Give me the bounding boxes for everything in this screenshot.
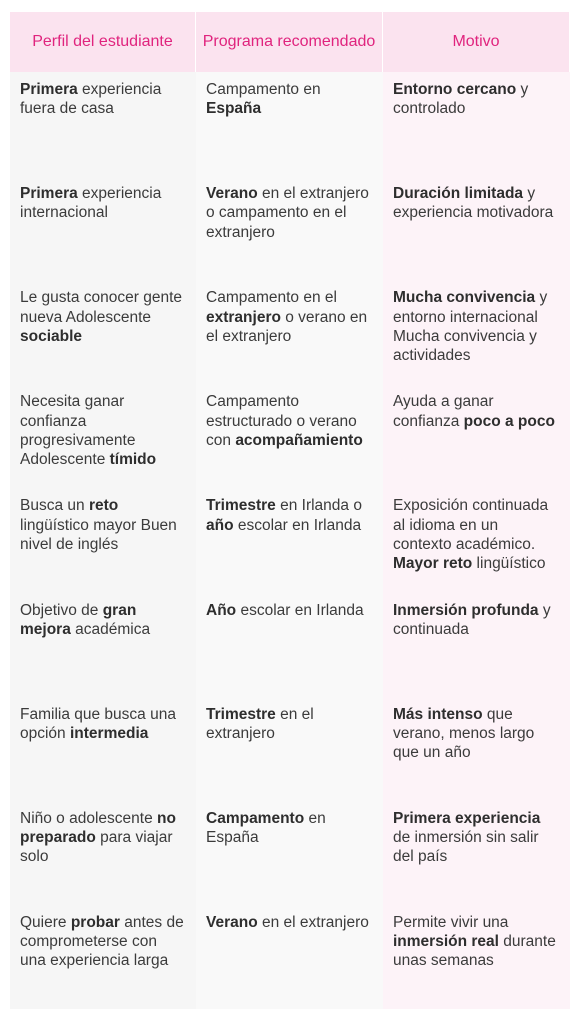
bold-text: acompañamiento bbox=[235, 431, 363, 449]
bold-text: Verano bbox=[206, 185, 258, 203]
text: Familia que busca una opción bbox=[20, 705, 176, 742]
text: experiencia internacional bbox=[20, 185, 162, 222]
text: Campamento en bbox=[206, 81, 321, 98]
bold-text: Campamento bbox=[206, 809, 305, 827]
text: Busca un bbox=[20, 497, 89, 515]
text: experiencia fuera de casa bbox=[20, 81, 162, 118]
text: y entorno internacional Mucha convivencia y actividades bbox=[393, 289, 548, 365]
cell-profile bbox=[10, 593, 196, 697]
bold-text: año bbox=[206, 516, 234, 534]
bold-text: Trimestre bbox=[206, 705, 276, 723]
text: lingüístico bbox=[472, 555, 546, 573]
text: escolar en Irlanda bbox=[236, 601, 364, 619]
text: Campamento en el bbox=[206, 289, 337, 307]
bold-text: tímido bbox=[109, 451, 157, 469]
bold-text: gran mejora bbox=[20, 601, 137, 638]
bold-text: Año bbox=[206, 601, 237, 619]
text: escolar en Irlanda bbox=[233, 516, 362, 534]
cell-profile bbox=[10, 697, 196, 801]
cell-program bbox=[196, 384, 383, 488]
text: en España bbox=[206, 809, 326, 847]
cell-reason bbox=[383, 384, 570, 488]
text: o verano en el extranjero bbox=[206, 308, 368, 345]
cell-reason bbox=[383, 593, 570, 697]
header-reason: Motivo bbox=[383, 12, 570, 72]
text: de inmersión sin salir del país bbox=[393, 829, 539, 866]
program-recommendation-table bbox=[10, 12, 570, 1009]
cell-program bbox=[196, 488, 383, 592]
bold-text: inmersión real bbox=[393, 933, 499, 951]
cell-reason bbox=[383, 905, 570, 1009]
text: durante unas semanas bbox=[393, 933, 556, 970]
cell-program bbox=[196, 905, 383, 1009]
header-profile: Perfil del estudiante bbox=[10, 12, 196, 72]
cell-reason bbox=[383, 488, 570, 592]
text: en Irlanda o bbox=[275, 497, 362, 515]
cell-reason bbox=[383, 697, 570, 801]
cell-profile bbox=[10, 384, 196, 488]
cell-program bbox=[196, 72, 383, 176]
cell-program bbox=[196, 697, 383, 801]
text: y controlado bbox=[393, 81, 529, 118]
bold-text: Inmersión profunda bbox=[393, 601, 539, 619]
text: Le gusta conocer gente nueva Adolescente bbox=[20, 289, 183, 326]
cell-profile bbox=[10, 488, 196, 592]
bold-text: España bbox=[206, 100, 262, 118]
text: Objetivo de bbox=[20, 601, 103, 619]
text: y continuada bbox=[393, 601, 551, 638]
cell-profile bbox=[10, 280, 196, 384]
cell-reason bbox=[383, 72, 570, 176]
bold-text: sociable bbox=[20, 327, 83, 345]
text: académica bbox=[70, 620, 151, 638]
text: Quiere bbox=[20, 913, 71, 931]
cell-profile bbox=[10, 905, 196, 1009]
bold-text: probar bbox=[70, 913, 120, 931]
cell-program bbox=[196, 176, 383, 280]
bold-text: extranjero bbox=[206, 308, 281, 326]
text: Niño o adolescente bbox=[20, 809, 158, 827]
cell-profile bbox=[10, 176, 196, 280]
cell-reason bbox=[383, 801, 570, 905]
bold-text: Primera bbox=[20, 81, 78, 98]
cell-reason bbox=[383, 176, 570, 280]
bold-text: poco a poco bbox=[463, 412, 555, 430]
text: en el extranjero o campamento en el extranjero bbox=[206, 185, 369, 241]
text: Exposición continuada al idioma en un contexto académico. bbox=[393, 497, 549, 554]
cell-program bbox=[196, 801, 383, 905]
text: en el extranjero bbox=[257, 913, 369, 931]
bold-text: Más intenso bbox=[393, 705, 483, 723]
cell-profile bbox=[10, 72, 196, 176]
bold-text: Mucha convivencia bbox=[393, 289, 536, 307]
header-program: Programa recomendado bbox=[196, 12, 383, 72]
text: Permite vivir una bbox=[393, 913, 509, 931]
text: y experiencia motivadora bbox=[393, 185, 554, 222]
text: lingüístico mayor Buen nivel de inglés bbox=[20, 516, 177, 554]
bold-text: Trimestre bbox=[206, 497, 276, 515]
cell-program bbox=[196, 593, 383, 697]
bold-text: intermedia bbox=[69, 724, 149, 742]
text: Ayuda a ganar confianza bbox=[393, 393, 494, 430]
bold-text: Duración limitada bbox=[393, 185, 524, 203]
bold-text: Mayor reto bbox=[393, 555, 473, 573]
text: antes de comprometerse con una experiencia larga bbox=[20, 913, 184, 970]
text: Campamento estructurado o verano con bbox=[206, 393, 357, 449]
bold-text: Entorno cercano bbox=[393, 81, 517, 98]
cell-profile bbox=[10, 801, 196, 905]
bold-text: Primera experiencia bbox=[393, 809, 541, 827]
text: en el extranjero bbox=[206, 705, 314, 742]
text: Necesita ganar confianza progresivamente Adolescente bbox=[20, 393, 136, 469]
bold-text: Verano bbox=[206, 913, 258, 931]
cell-reason bbox=[383, 280, 570, 384]
text: para viajar solo bbox=[20, 829, 173, 866]
cell-program bbox=[196, 280, 383, 384]
text: que verano, menos largo que un año bbox=[393, 705, 535, 762]
bold-text: reto bbox=[88, 497, 119, 515]
bold-text: no preparado bbox=[20, 809, 176, 847]
bold-text: Primera bbox=[20, 185, 78, 203]
